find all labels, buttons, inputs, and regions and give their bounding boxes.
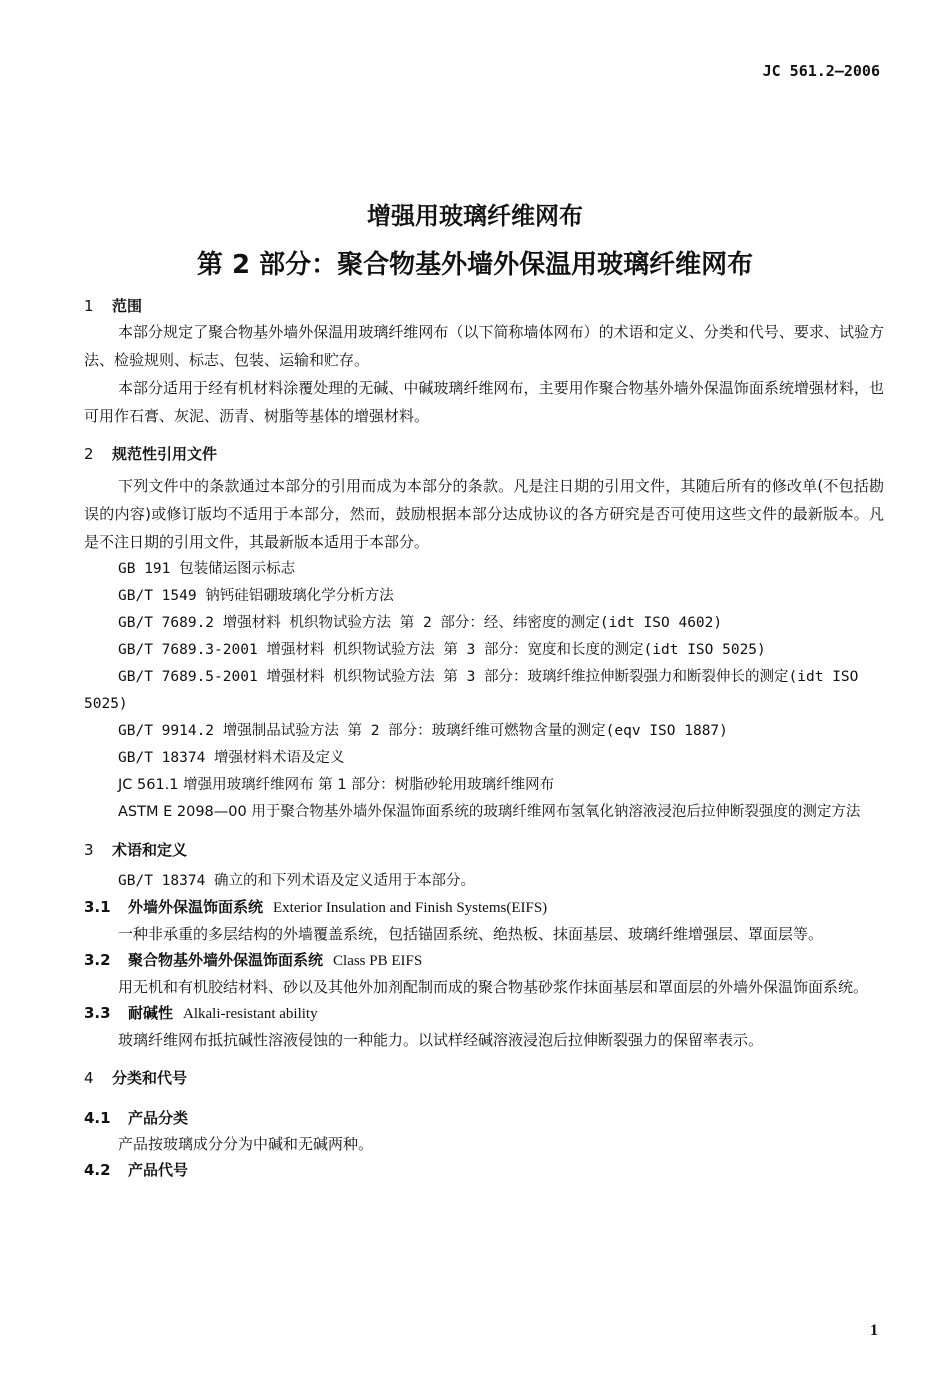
paragraph: 下列文件中的条款通过本部分的引用而成为本部分的条款。凡是注日期的引用文件，其随后所有的修改单(不包括勘误的内容)或修订版均不适用于本部分，然而，鼓励根据本部分达成协议的各方研究是否可使用这些文件的最新版本。凡是不注日期的引用文件，其最新版本适用于本部分。 xyxy=(84,477,884,551)
paragraph: 本部分适用于经有机材料涂覆处理的无碱、中碱玻璃纤维网布，主要用作聚合物基外墙外保温饰面系统增强材料，也可用作石膏、灰泥、沥青、树脂等基体的增强材料。 xyxy=(84,379,884,425)
paragraph: 产品按玻璃成分分为中碱和无碱两种。 xyxy=(118,1135,374,1153)
section-title: 范围 xyxy=(112,297,143,315)
term-name: 耐碱性 xyxy=(128,1004,174,1022)
section-number: 3 xyxy=(84,841,94,859)
term-name: 外墙外保温饰面系统 xyxy=(128,898,264,916)
term-definition: 用无机和有机胶结材料、砂以及其他外加剂配制而成的聚合物基砂浆作抹面基层和罩面层的外墙外保温饰面系统。 xyxy=(118,978,869,996)
section-title: 分类和代号 xyxy=(112,1069,188,1087)
term-name: 聚合物基外墙外保温饰面系统 xyxy=(128,951,324,969)
reference-item: GB/T 7689.3-2001 增强材料 机织物试验方法 第 3 部分：宽度和长度的测定(idt ISO 5025) xyxy=(118,642,766,658)
subsection-title: 产品代号 xyxy=(128,1161,189,1179)
section-number: 1 xyxy=(84,297,94,315)
reference-item: GB/T 7689.5-2001 增强材料 机织物试验方法 第 3 部分：玻璃纤维拉伸断裂强力和断裂伸长的测定(idt ISO 5025) xyxy=(84,669,859,712)
term-english: Alkali-resistant ability xyxy=(183,1006,318,1022)
subsection-heading xyxy=(84,1106,884,1130)
section-number: 2 xyxy=(84,445,94,463)
section-title: 术语和定义 xyxy=(112,841,188,859)
term-number: 3.1 xyxy=(84,898,111,916)
term-english: Class PB EIFS xyxy=(333,953,423,969)
paragraph: GB/T 18374 确立的和下列术语及定义适用于本部分。 xyxy=(118,873,476,889)
subsection-title: 产品分类 xyxy=(128,1109,189,1127)
reference-item: ASTM E 2098—00 用于聚合物基外墙外保温饰面系统的玻璃纤维网布氢氧化钠溶液浸泡后拉伸断裂强度的测定方法 xyxy=(118,804,861,820)
term-definition: 玻璃纤维网布抵抗碱性溶液侵蚀的一种能力。以试样经碱溶液浸泡后拉伸断裂强力的保留率表示。 xyxy=(118,1031,764,1049)
term-heading xyxy=(84,895,884,920)
term-definition: 一种非承重的多层结构的外墙覆盖系统，包括锚固系统、绝热板、抹面基层、玻璃纤维增强层、罩面层等。 xyxy=(118,925,824,943)
section-heading xyxy=(84,294,884,318)
reference-item: GB/T 7689.2 增强材料 机织物试验方法 第 2 部分：经、纬密度的测定(idt ISO 4602) xyxy=(118,615,723,631)
term-number: 3.3 xyxy=(84,1004,111,1022)
section-number: 4 xyxy=(84,1069,94,1087)
section-title: 规范性引用文件 xyxy=(112,445,218,463)
term-number: 3.2 xyxy=(84,951,111,969)
reference-item: GB/T 1549 钠钙硅铝硼玻璃化学分析方法 xyxy=(118,588,394,604)
reference-item: GB 191 包装储运图示标志 xyxy=(118,561,296,577)
subsection-number: 4.1 xyxy=(84,1109,111,1127)
subsection-number: 4.2 xyxy=(84,1161,111,1179)
standard-code: JC 561.2—2006 xyxy=(762,62,880,80)
section-heading xyxy=(84,1066,884,1090)
page-number: 1 xyxy=(870,1322,878,1339)
reference-item: GB/T 9914.2 增强制品试验方法 第 2 部分：玻璃纤维可燃物含量的测定(eqv ISO 1887) xyxy=(118,723,728,739)
term-english: Exterior Insulation and Finish Systems(EIFS) xyxy=(273,900,548,916)
section-heading xyxy=(84,838,884,862)
term-heading xyxy=(84,1001,884,1026)
paragraph: 本部分规定了聚合物基外墙外保温用玻璃纤维网布（以下简称墙体网布）的术语和定义、分类和代号、要求、试验方法、检验规则、标志、包装、运输和贮存。 xyxy=(84,323,884,369)
reference-item: JC 561.1 增强用玻璃纤维网布 第 1 部分：树脂砂轮用玻璃纤维网布 xyxy=(118,777,555,793)
document-subtitle: 第 2 部分：聚合物基外墙外保温用玻璃纤维网布 xyxy=(196,250,754,280)
term-heading xyxy=(84,948,884,973)
reference-item: GB/T 18374 增强材料术语及定义 xyxy=(118,750,345,766)
document-body xyxy=(84,294,884,1182)
subsection-heading xyxy=(84,1158,884,1182)
document-title: 增强用玻璃纤维网布 xyxy=(367,202,583,230)
section-heading xyxy=(84,442,884,466)
